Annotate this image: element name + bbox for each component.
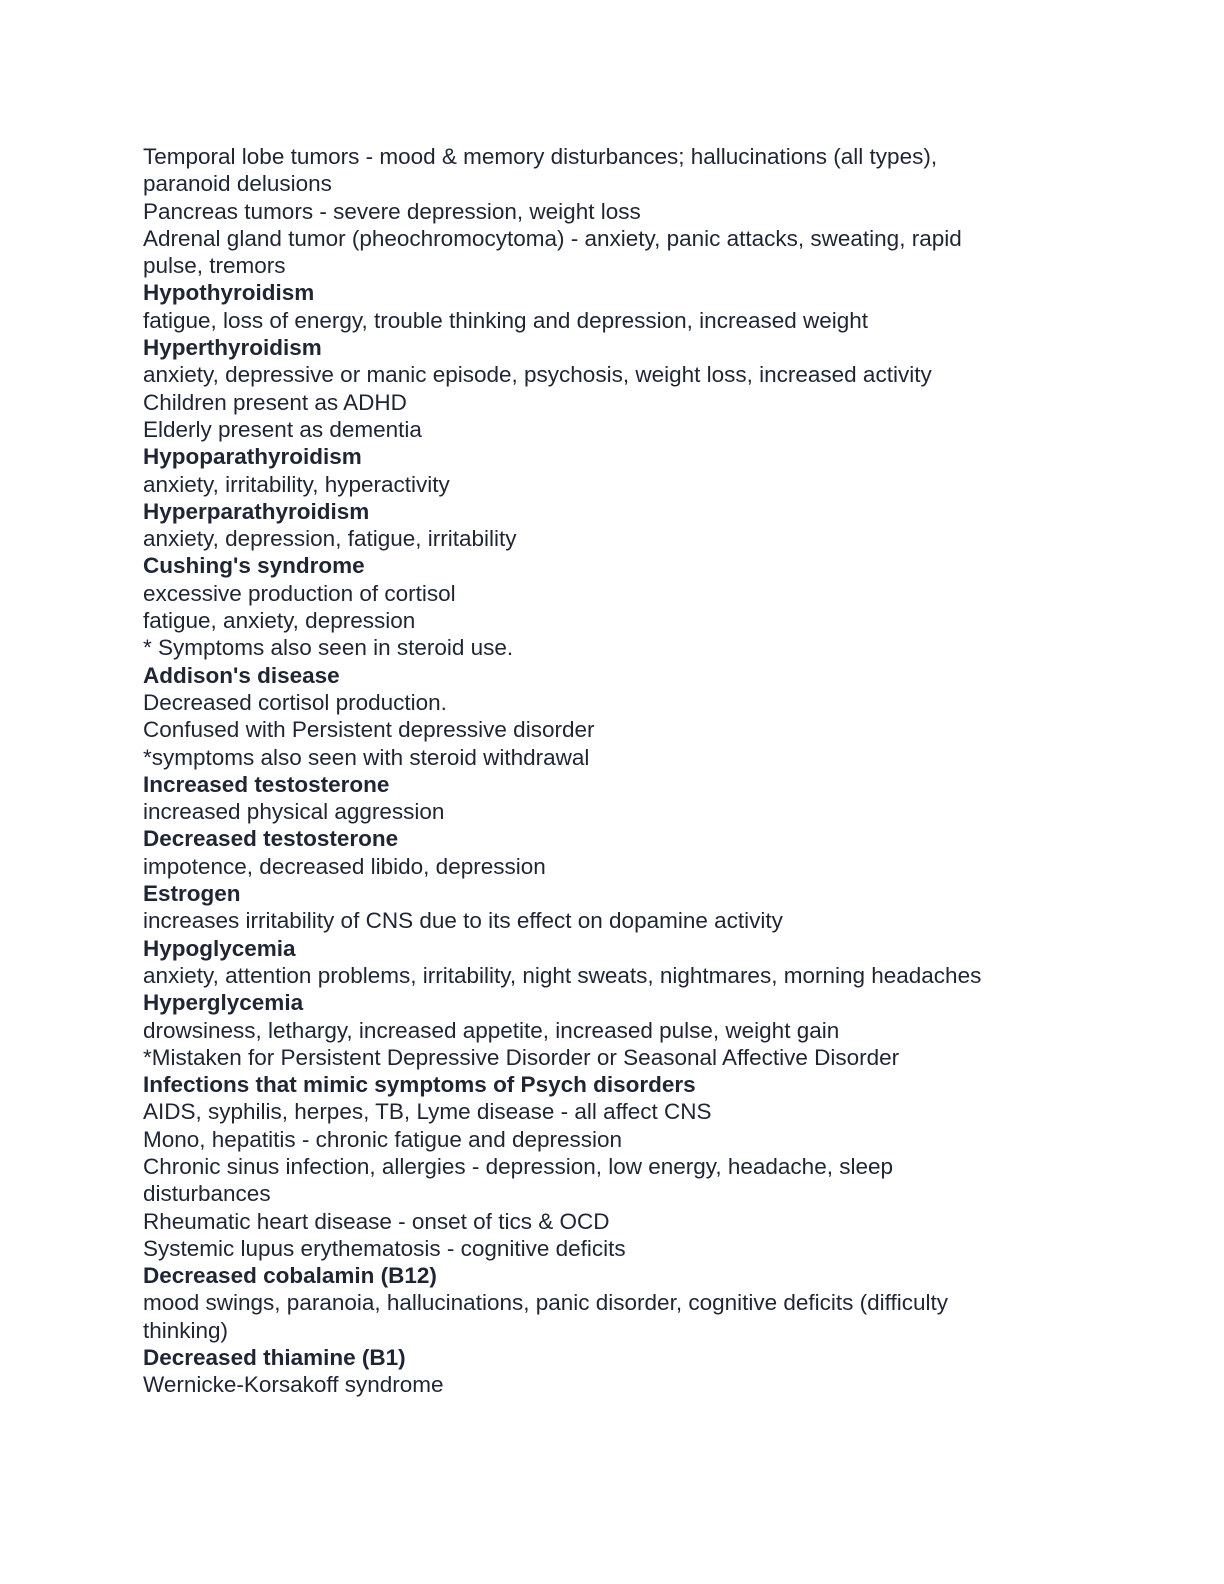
section-heading: Cushing's syndrome — [143, 553, 365, 579]
section-heading: Hyperthyroidism — [143, 335, 322, 361]
text-line: Children present as ADHD — [143, 389, 407, 415]
text-line: mood swings, paranoia, hallucinations, panic disorder, cognitive deficits (difficulty — [143, 1290, 949, 1316]
text-line: Systemic lupus erythematosis - cognitive deficits — [143, 1235, 626, 1261]
text-line: drowsiness, lethargy, increased appetite, increased pulse, weight gain — [143, 1017, 840, 1043]
text-line: *symptoms also seen with steroid withdrawal — [143, 744, 590, 770]
section-heading: Decreased cobalamin (B12) — [143, 1263, 437, 1289]
text-line: pulse, tremors — [143, 253, 286, 279]
text-line: increased physical aggression — [143, 799, 445, 825]
section-heading: Addison's disease — [143, 662, 340, 688]
text-line: Elderly present as dementia — [143, 416, 422, 442]
section-heading: Hypoparathyroidism — [143, 444, 362, 470]
text-line: anxiety, attention problems, irritability, night sweats, nightmares, morning headaches — [143, 962, 982, 988]
document-page — [143, 143, 1043, 1399]
text-line: disturbances — [143, 1181, 271, 1207]
text-line: anxiety, depression, fatigue, irritability — [143, 526, 517, 552]
section-heading: Hyperglycemia — [143, 990, 304, 1016]
text-line: thinking) — [143, 1317, 229, 1343]
text-line: anxiety, depressive or manic episode, psychosis, weight loss, increased activity — [143, 362, 932, 388]
section-heading: Decreased testosterone — [143, 826, 399, 852]
text-line: *Mistaken for Persistent Depressive Disorder or Seasonal Affective Disorder — [143, 1044, 900, 1070]
text-line: paranoid delusions — [143, 171, 332, 197]
text-line: excessive production of cortisol — [143, 580, 456, 606]
section-heading: Estrogen — [143, 881, 241, 907]
text-line: * Symptoms also seen in steroid use. — [143, 635, 514, 661]
text-line: Decreased cortisol production. — [143, 689, 447, 715]
text-line: AIDS, syphilis, herpes, TB, Lyme disease - all affect CNS — [143, 1099, 712, 1125]
text-line: Pancreas tumors - severe depression, weight loss — [143, 198, 641, 224]
text-line: anxiety, irritability, hyperactivity — [143, 471, 450, 497]
section-heading: Hyperparathyroidism — [143, 498, 370, 524]
text-line: Chronic sinus infection, allergies - depression, low energy, headache, sleep — [143, 1153, 894, 1179]
section-heading: Hypoglycemia — [143, 935, 296, 961]
section-heading: Hypothyroidism — [143, 280, 315, 306]
section-heading: Infections that mimic symptoms of Psych disorders — [143, 1072, 696, 1098]
text-line: fatigue, loss of energy, trouble thinking and depression, increased weight — [143, 307, 869, 333]
text-line: Temporal lobe tumors - mood & memory disturbances; hallucinations (all types), — [143, 144, 938, 169]
text-line: Adrenal gland tumor (pheochromocytoma) - anxiety, panic attacks, sweating, rapid — [143, 225, 962, 251]
text-line: Mono, hepatitis - chronic fatigue and depression — [143, 1126, 623, 1152]
text-line: Wernicke-Korsakoff syndrome — [143, 1372, 444, 1398]
text-line: impotence, decreased libido, depression — [143, 853, 546, 879]
text-line: Confused with Persistent depressive disorder — [143, 717, 595, 743]
section-heading: Decreased thiamine (B1) — [143, 1345, 406, 1371]
section-heading: Increased testosterone — [143, 771, 390, 797]
text-line: increases irritability of CNS due to its effect on dopamine activity — [143, 908, 783, 934]
text-line: Rheumatic heart disease - onset of tics & OCD — [143, 1208, 610, 1234]
text-line: fatigue, anxiety, depression — [143, 608, 416, 634]
